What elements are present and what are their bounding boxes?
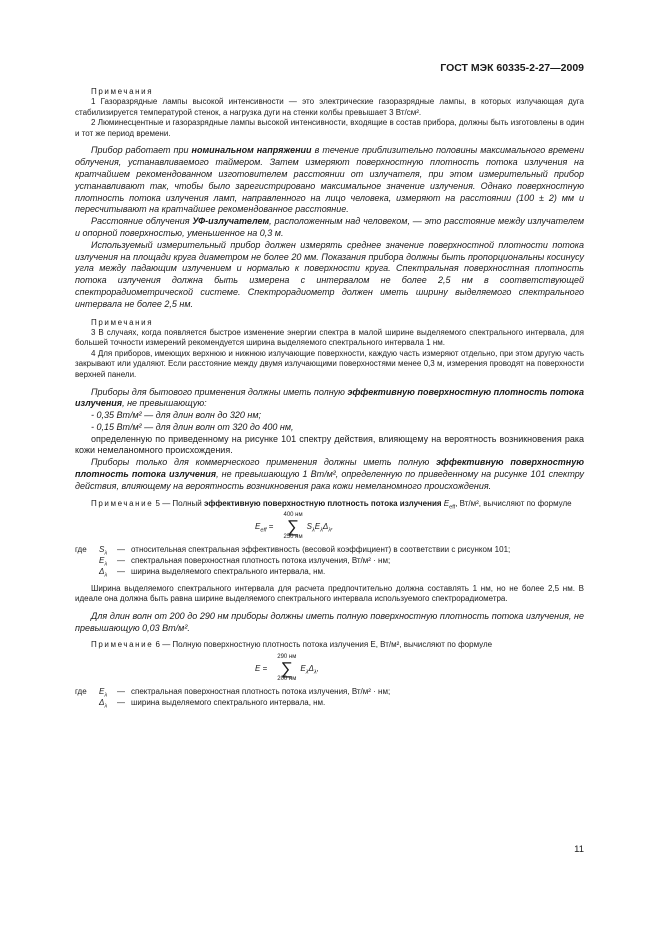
notes-heading: Примечания [91,87,154,96]
paragraph-200-290: Для длин волн от 200 до 290 нм приборы должны иметь полную поверхностную плотность потока излучения, не превышающую 0,03 Вт/м². [75,610,584,633]
note-3: 3 В случаях, когда появляется быстрое изменение энергии спектра в малой ширине выделяемого спектрального интервала, для большей точности измерений рекомендуется ширина выделяемого спектрального интервала 1 нм. [75,327,584,348]
note-5-continuation: Ширина выделяемого спектрального интервала для расчета предпочтительно должна составлять 1 нм, но не более 2,5 нм. В идеале она должна быть равна ширине выделяемого спектрального интервала используемого спектрорадиометра. [75,583,584,604]
note-4: 4 Для приборов, имеющих верхнюю и нижнюю излучающие поверхности, каждую часть измеряют отдельно, при этом другую часть закрывают или удаляют. Если расстояние между двумя излучающими поверхностями менее 0,3 м, измерения проводят на поверхности верхней панели. [75,348,584,379]
note-1: 1 Газоразрядные лампы высокой интенсивности — это электрические газоразрядные лампы, в которых излучающая дуга стабилизируется температурой стенок, а нагрузка дуги на стенки колбы превышает 3 Вт/см². [75,97,584,117]
paragraph-commercial-limits: Приборы только для коммерческого применения должны иметь полную эффективную поверхностную плотность потока излучения, не превышающую 1 Вт/м², определенную по приведенному на рисунке 101 спектру действия, влияющему на вероятность возникновения рака кожи немеланомного происхождения. [75,457,584,491]
summation-symbol-2: 290 нм ∑ 200 нм [277,654,297,683]
formula-eeff: $E_{eff}$ = 400 нм ∑ 250 нм $S_\lambda E_\lambda\Delta_\lambda$, [255,512,334,541]
page-number: 11 [574,844,584,855]
paragraph-operation: Прибор работает при номинальном напряжении в течение приблизительно половины максимального времени облучения, устанавливаемого таймером. Затем измеряют поверхностную плотность потока излучения на кратчайшем рекомендованном изготовителем расстоянии от излучателя, при этом измерительный прибор устанавливают так, чтобы было зарегистрировано максимальное значение излучения. Однако поверхностную плотность потока излучения ламп, направленного на лицо человека, измеряют на расстоянии (100 ± 2) мм и пересчитывают на кратчайшее рекомендованное расстояние. [75,145,584,215]
paragraph-household-limits: Приборы для бытового применения должны иметь полную эффективную поверхностную плотность потока излучения, не превышающую: [75,386,584,409]
notes-heading-2: Примечания [91,317,154,327]
formula-legend-1: где $S_\lambda$ — относительная спектральная эффективность (весовой коэффициент) в соответствии с рисунком 101; $E_\lambda$ — спектральная поверхностная плотность потока излучения, Вт/м² · нм; $\Delta_\lambda$ — ширина выделяемого спектрального интервала, нм. [75,545,511,579]
document-header: ГОСТ МЭК 60335-2-27—2009 [440,62,584,74]
note-6: Примечание 6 — Полную поверхностную плотность потока излучения E, Вт/м², вычисляют по формуле [91,640,493,650]
formula-e: E = 290 нм ∑ 200 нм $E_\lambda\Delta_\lambda$, [255,654,319,683]
formula-legend-2: где $E_\lambda$ — спектральная поверхностная плотность потока излучения, Вт/м² · нм; $\Delta_\lambda$ — ширина выделяемого спектрального интервала, нм. [75,687,391,710]
document-body [75,80,584,709]
paragraph-household-tail: определенную по приведенному на рисунке 101 спектру действия, влияющему на вероятность возникновения рака кожи немеланомного происхождения. [75,433,584,456]
summation-symbol: 400 нм ∑ 250 нм [283,512,303,541]
limit-item-1: - 0,35 Вт/м² — для длин волн до 320 нм; [91,410,262,421]
limit-item-2: - 0,15 Вт/м² — для длин волн от 320 до 400 нм, [91,421,294,432]
paragraph-instrument: Используемый измерительный прибор должен измерять среднее значение поверхностной плотности потока излучения на площади круга диаметром не более 20 мм. Показания прибора должны быть пропорциональны косинусу угла между падающим излучением и нормалью к поверхности круга. Спектральная поверхностная плотность потока излучения должна быть измерена с интервалом не более 2,5 нм в соответствующей спектрорадиометрической системе. Спектрорадиометр должен иметь ширину выделяемого спектрального интервала не более 2,5 нм. [75,239,584,309]
note-2: 2 Люминесцентные и газоразрядные лампы высокой интенсивности, входящие в состав прибора, должны быть изготовлены в один и тот же период времени. [75,118,584,138]
note-5: Примечание 5 — Полный эффективную поверхностную плотность потока излучения $E_{eff}$, Вт/м², вычисляют по формуле [91,498,572,511]
paragraph-distance: Расстояние облучения УФ-излучателем, расположенным над человеком, — это расстояние между излучателем и опорной поверхностью, уменьшенное на 0,3 м. [75,216,584,238]
